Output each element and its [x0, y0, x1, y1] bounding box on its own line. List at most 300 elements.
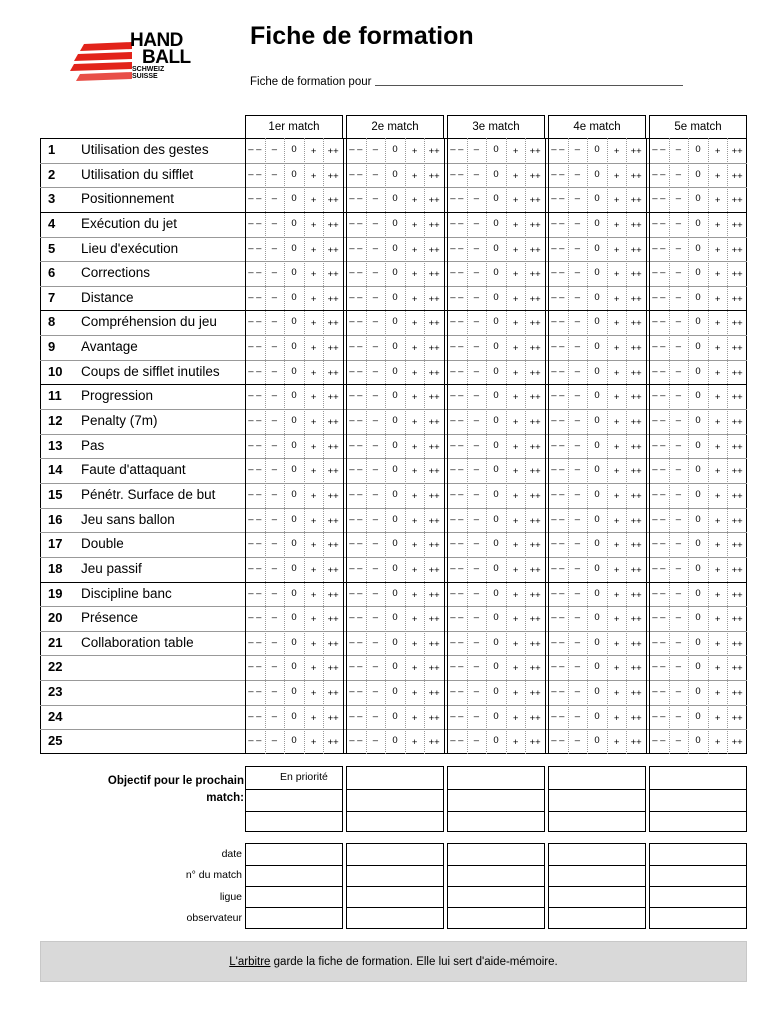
rating-option[interactable]: –	[271, 316, 278, 328]
rating-option[interactable]: –	[473, 193, 480, 205]
rating-option[interactable]: ++	[731, 490, 743, 502]
rating-option[interactable]: –	[473, 513, 480, 525]
rating-option[interactable]: 0	[695, 267, 701, 279]
rating-option[interactable]: 0	[594, 735, 600, 747]
rating-option[interactable]: –	[574, 636, 581, 648]
rating-option[interactable]: ++	[630, 589, 642, 601]
rating-option[interactable]: 0	[695, 390, 701, 402]
rating-option[interactable]: –	[473, 686, 480, 698]
rating-option[interactable]: 0	[392, 168, 398, 180]
rating-option[interactable]: +	[411, 614, 418, 626]
rating-option[interactable]: 0	[493, 217, 499, 229]
rating-option[interactable]: +	[714, 343, 721, 355]
rating-option[interactable]: +	[512, 614, 519, 626]
rating-option[interactable]: ++	[731, 367, 743, 379]
rating-option[interactable]: 0	[392, 144, 398, 155]
rating-option[interactable]: –	[372, 365, 379, 377]
rating-option[interactable]: 0	[594, 390, 600, 402]
rating-option[interactable]: 0	[291, 341, 297, 353]
rating-option[interactable]: – –	[652, 587, 666, 599]
rating-option[interactable]: ++	[630, 392, 642, 404]
rating-option[interactable]: +	[714, 663, 721, 675]
rating-option[interactable]: ++	[731, 564, 743, 576]
match-info-box-1[interactable]	[245, 843, 343, 929]
rating-option[interactable]: 0	[291, 686, 297, 698]
rating-option[interactable]: +	[310, 737, 317, 749]
rating-option[interactable]: ++	[428, 293, 440, 305]
rating-option[interactable]: 0	[594, 636, 600, 648]
rating-option[interactable]: 0	[493, 464, 499, 476]
rating-option[interactable]: +	[411, 269, 418, 281]
rating-option[interactable]: –	[473, 488, 480, 500]
rating-option[interactable]: –	[271, 661, 278, 673]
rating-option[interactable]: – –	[248, 291, 262, 303]
rating-option[interactable]: – –	[652, 661, 666, 673]
rating-option[interactable]: –	[675, 562, 682, 574]
rating-option[interactable]: ++	[731, 441, 743, 453]
rating-option[interactable]: – –	[652, 686, 666, 698]
rating-option[interactable]: –	[473, 291, 480, 303]
rating-option[interactable]: –	[372, 390, 379, 402]
rating-option[interactable]: – –	[450, 562, 464, 574]
rating-option[interactable]: 0	[493, 242, 499, 254]
rating-option[interactable]: –	[473, 636, 480, 648]
rating-option[interactable]: ++	[529, 490, 541, 502]
rating-option[interactable]: – –	[349, 291, 363, 303]
rating-option[interactable]: 0	[291, 661, 297, 673]
rating-option[interactable]: +	[411, 737, 418, 749]
rating-option[interactable]: ++	[327, 170, 339, 182]
rating-option[interactable]: 0	[392, 587, 398, 599]
rating-option[interactable]: +	[411, 170, 418, 182]
rating-option[interactable]: – –	[349, 538, 363, 550]
rating-option[interactable]: – –	[248, 217, 262, 229]
rating-option[interactable]: +	[714, 146, 721, 157]
rating-option[interactable]: +	[714, 490, 721, 502]
rating-option[interactable]: – –	[349, 217, 363, 229]
rating-option[interactable]: 0	[291, 439, 297, 451]
rating-option[interactable]: – –	[551, 464, 565, 476]
rating-option[interactable]: ++	[731, 737, 743, 749]
rating-option[interactable]: ++	[327, 466, 339, 478]
rating-option[interactable]: –	[271, 341, 278, 353]
rating-option[interactable]: +	[714, 515, 721, 527]
rating-option[interactable]: – –	[652, 267, 666, 279]
rating-option[interactable]: 0	[695, 513, 701, 525]
rating-option[interactable]: – –	[652, 341, 666, 353]
rating-option[interactable]: 0	[493, 488, 499, 500]
rating-option[interactable]: +	[512, 195, 519, 207]
rating-option[interactable]: ++	[428, 712, 440, 724]
rating-option[interactable]: –	[473, 661, 480, 673]
rating-option[interactable]: – –	[652, 735, 666, 747]
rating-option[interactable]: –	[372, 193, 379, 205]
rating-option[interactable]: 0	[493, 513, 499, 525]
objective-box-5[interactable]	[649, 766, 747, 832]
rating-option[interactable]: –	[574, 341, 581, 353]
rating-option[interactable]: –	[271, 439, 278, 451]
rating-option[interactable]: 0	[392, 341, 398, 353]
objective-box-3[interactable]	[447, 766, 545, 832]
rating-option[interactable]: +	[714, 269, 721, 281]
rating-option[interactable]: +	[310, 318, 317, 330]
rating-option[interactable]: +	[613, 638, 620, 650]
rating-option[interactable]: ++	[630, 367, 642, 379]
rating-option[interactable]: ++	[327, 638, 339, 650]
rating-option[interactable]: +	[310, 466, 317, 478]
rating-option[interactable]: – –	[652, 291, 666, 303]
rating-option[interactable]: –	[271, 710, 278, 722]
rating-option[interactable]: – –	[248, 439, 262, 451]
rating-option[interactable]: –	[675, 267, 682, 279]
rating-option[interactable]: ++	[428, 367, 440, 379]
rating-option[interactable]: 0	[695, 661, 701, 673]
rating-option[interactable]: ++	[630, 146, 642, 157]
rating-option[interactable]: 0	[392, 612, 398, 624]
rating-option[interactable]: +	[613, 195, 620, 207]
rating-option[interactable]: –	[574, 735, 581, 747]
rating-option[interactable]: +	[310, 663, 317, 675]
rating-option[interactable]: +	[411, 515, 418, 527]
rating-option[interactable]: +	[310, 170, 317, 182]
rating-option[interactable]: ++	[529, 367, 541, 379]
rating-option[interactable]: – –	[248, 710, 262, 722]
rating-option[interactable]: ++	[327, 244, 339, 256]
rating-option[interactable]: ++	[327, 490, 339, 502]
rating-option[interactable]: ++	[428, 219, 440, 231]
rating-option[interactable]: +	[714, 170, 721, 182]
rating-option[interactable]: +	[411, 219, 418, 231]
rating-option[interactable]: ++	[428, 466, 440, 478]
rating-option[interactable]: – –	[248, 365, 262, 377]
rating-option[interactable]: – –	[551, 193, 565, 205]
rating-option[interactable]: – –	[450, 612, 464, 624]
rating-option[interactable]: – –	[248, 538, 262, 550]
rating-option[interactable]: –	[574, 415, 581, 427]
rating-option[interactable]: +	[714, 195, 721, 207]
rating-option[interactable]: 0	[392, 538, 398, 550]
rating-option[interactable]: 0	[392, 735, 398, 747]
rating-option[interactable]: ++	[529, 466, 541, 478]
rating-option[interactable]: –	[372, 316, 379, 328]
rating-option[interactable]: – –	[450, 291, 464, 303]
rating-option[interactable]: 0	[594, 291, 600, 303]
rating-option[interactable]: +	[310, 564, 317, 576]
rating-option[interactable]: +	[512, 318, 519, 330]
rating-option[interactable]: ++	[428, 540, 440, 552]
rating-option[interactable]: ++	[731, 195, 743, 207]
rating-option[interactable]: 0	[695, 612, 701, 624]
rating-option[interactable]: – –	[551, 242, 565, 254]
rating-option[interactable]: +	[310, 515, 317, 527]
rating-option[interactable]: ++	[327, 293, 339, 305]
rating-option[interactable]: – –	[652, 193, 666, 205]
rating-option[interactable]: 0	[291, 562, 297, 574]
rating-option[interactable]: – –	[551, 710, 565, 722]
rating-option[interactable]: ++	[630, 564, 642, 576]
rating-option[interactable]: 0	[392, 193, 398, 205]
match-info-box-2[interactable]	[346, 843, 444, 929]
rating-option[interactable]: 0	[493, 390, 499, 402]
rating-option[interactable]: +	[613, 688, 620, 700]
rating-option[interactable]: – –	[248, 168, 262, 180]
rating-option[interactable]: – –	[248, 735, 262, 747]
rating-option[interactable]: +	[714, 244, 721, 256]
rating-option[interactable]: 0	[493, 538, 499, 550]
rating-option[interactable]: 0	[392, 267, 398, 279]
rating-option[interactable]: 0	[695, 316, 701, 328]
rating-option[interactable]: –	[473, 612, 480, 624]
rating-option[interactable]: 0	[695, 168, 701, 180]
rating-option[interactable]: – –	[349, 488, 363, 500]
rating-option[interactable]: 0	[493, 735, 499, 747]
rating-option[interactable]: ++	[327, 195, 339, 207]
rating-option[interactable]: –	[372, 415, 379, 427]
rating-option[interactable]: +	[310, 417, 317, 429]
rating-option[interactable]: – –	[652, 488, 666, 500]
rating-option[interactable]: +	[512, 589, 519, 601]
rating-option[interactable]: –	[574, 686, 581, 698]
rating-option[interactable]: ++	[327, 146, 339, 157]
rating-option[interactable]: ++	[428, 244, 440, 256]
rating-option[interactable]: ++	[630, 244, 642, 256]
rating-option[interactable]: 0	[695, 217, 701, 229]
rating-option[interactable]: –	[574, 390, 581, 402]
rating-option[interactable]: 0	[392, 316, 398, 328]
rating-option[interactable]: – –	[450, 513, 464, 525]
rating-option[interactable]: +	[310, 293, 317, 305]
rating-option[interactable]: +	[411, 392, 418, 404]
rating-option[interactable]: +	[310, 392, 317, 404]
rating-option[interactable]: 0	[695, 341, 701, 353]
rating-option[interactable]: +	[714, 392, 721, 404]
rating-option[interactable]: – –	[652, 538, 666, 550]
rating-option[interactable]: +	[512, 688, 519, 700]
rating-option[interactable]: 0	[291, 587, 297, 599]
rating-option[interactable]: –	[271, 562, 278, 574]
rating-option[interactable]: – –	[349, 464, 363, 476]
rating-option[interactable]: +	[512, 146, 519, 157]
rating-option[interactable]: –	[574, 365, 581, 377]
rating-option[interactable]: –	[675, 390, 682, 402]
rating-option[interactable]: ++	[731, 269, 743, 281]
rating-option[interactable]: 0	[392, 291, 398, 303]
rating-option[interactable]: +	[512, 343, 519, 355]
rating-option[interactable]: – –	[652, 636, 666, 648]
rating-option[interactable]: – –	[652, 168, 666, 180]
rating-option[interactable]: +	[411, 490, 418, 502]
rating-option[interactable]: ++	[731, 219, 743, 231]
rating-option[interactable]: +	[512, 737, 519, 749]
rating-option[interactable]: 0	[291, 464, 297, 476]
rating-option[interactable]: –	[675, 242, 682, 254]
rating-option[interactable]: ++	[428, 638, 440, 650]
rating-option[interactable]: ++	[529, 515, 541, 527]
rating-option[interactable]: – –	[551, 513, 565, 525]
rating-option[interactable]: – –	[450, 538, 464, 550]
rating-option[interactable]: ++	[731, 614, 743, 626]
rating-option[interactable]: – –	[652, 415, 666, 427]
rating-option[interactable]: +	[310, 638, 317, 650]
rating-option[interactable]: 0	[594, 686, 600, 698]
rating-option[interactable]: – –	[551, 365, 565, 377]
rating-option[interactable]: – –	[450, 587, 464, 599]
rating-option[interactable]: ++	[630, 466, 642, 478]
rating-option[interactable]: +	[310, 367, 317, 379]
rating-option[interactable]: –	[675, 217, 682, 229]
rating-option[interactable]: –	[675, 488, 682, 500]
rating-option[interactable]: 0	[291, 513, 297, 525]
rating-option[interactable]: – –	[652, 710, 666, 722]
rating-option[interactable]: – –	[652, 316, 666, 328]
rating-option[interactable]: –	[675, 513, 682, 525]
rating-option[interactable]: 0	[291, 168, 297, 180]
rating-option[interactable]: ++	[630, 318, 642, 330]
rating-option[interactable]: – –	[450, 415, 464, 427]
rating-option[interactable]: +	[310, 540, 317, 552]
rating-option[interactable]: +	[411, 466, 418, 478]
rating-option[interactable]: +	[411, 540, 418, 552]
rating-option[interactable]: –	[675, 316, 682, 328]
rating-option[interactable]: ++	[731, 540, 743, 552]
rating-option[interactable]: 0	[594, 365, 600, 377]
rating-option[interactable]: – –	[551, 562, 565, 574]
rating-option[interactable]: 0	[493, 415, 499, 427]
rating-option[interactable]: – –	[551, 267, 565, 279]
rating-option[interactable]: ++	[428, 269, 440, 281]
rating-option[interactable]: 0	[695, 562, 701, 574]
rating-option[interactable]: –	[675, 193, 682, 205]
rating-option[interactable]: 0	[493, 144, 499, 155]
rating-option[interactable]: 0	[291, 144, 297, 155]
rating-option[interactable]: +	[310, 244, 317, 256]
rating-option[interactable]: – –	[349, 735, 363, 747]
rating-option[interactable]: 0	[695, 636, 701, 648]
rating-option[interactable]: +	[411, 195, 418, 207]
rating-option[interactable]: 0	[695, 710, 701, 722]
rating-option[interactable]: 0	[594, 316, 600, 328]
rating-option[interactable]: +	[714, 688, 721, 700]
rating-option[interactable]: –	[473, 562, 480, 574]
rating-option[interactable]: ++	[529, 269, 541, 281]
rating-option[interactable]: ++	[731, 466, 743, 478]
rating-option[interactable]: +	[310, 269, 317, 281]
rating-option[interactable]: ++	[529, 638, 541, 650]
rating-option[interactable]: –	[473, 267, 480, 279]
rating-option[interactable]: ++	[327, 269, 339, 281]
rating-option[interactable]: –	[372, 562, 379, 574]
rating-option[interactable]: 0	[493, 439, 499, 451]
rating-option[interactable]: ++	[731, 712, 743, 724]
rating-option[interactable]: – –	[349, 390, 363, 402]
rating-option[interactable]: +	[613, 540, 620, 552]
rating-option[interactable]: 0	[695, 439, 701, 451]
rating-option[interactable]: +	[411, 343, 418, 355]
rating-option[interactable]: – –	[652, 242, 666, 254]
rating-option[interactable]: 0	[392, 242, 398, 254]
rating-option[interactable]: ++	[529, 614, 541, 626]
rating-option[interactable]: –	[271, 168, 278, 180]
rating-option[interactable]: +	[512, 417, 519, 429]
rating-option[interactable]: – –	[248, 464, 262, 476]
rating-option[interactable]: –	[473, 168, 480, 180]
rating-option[interactable]: 0	[291, 636, 297, 648]
rating-option[interactable]: 0	[594, 267, 600, 279]
rating-option[interactable]: – –	[652, 144, 666, 155]
rating-option[interactable]: ++	[428, 589, 440, 601]
rating-option[interactable]: +	[613, 441, 620, 453]
rating-option[interactable]: +	[411, 417, 418, 429]
rating-option[interactable]: +	[613, 737, 620, 749]
rating-option[interactable]: – –	[349, 168, 363, 180]
match-info-box-5[interactable]	[649, 843, 747, 929]
rating-option[interactable]: ++	[428, 392, 440, 404]
rating-option[interactable]: +	[411, 564, 418, 576]
rating-option[interactable]: 0	[392, 513, 398, 525]
rating-option[interactable]: –	[372, 513, 379, 525]
rating-option[interactable]: ++	[428, 318, 440, 330]
rating-option[interactable]: ++	[327, 441, 339, 453]
rating-option[interactable]: ++	[630, 540, 642, 552]
rating-option[interactable]: – –	[551, 390, 565, 402]
rating-option[interactable]: – –	[551, 415, 565, 427]
rating-option[interactable]: –	[271, 735, 278, 747]
rating-option[interactable]: – –	[450, 193, 464, 205]
rating-option[interactable]: +	[613, 417, 620, 429]
rating-option[interactable]: +	[714, 219, 721, 231]
rating-option[interactable]: ++	[630, 737, 642, 749]
rating-option[interactable]: –	[271, 217, 278, 229]
rating-option[interactable]: – –	[349, 661, 363, 673]
rating-option[interactable]: – –	[551, 488, 565, 500]
rating-option[interactable]: 0	[291, 291, 297, 303]
rating-option[interactable]: – –	[248, 267, 262, 279]
rating-option[interactable]: +	[512, 490, 519, 502]
rating-option[interactable]: –	[574, 464, 581, 476]
rating-option[interactable]: 0	[291, 365, 297, 377]
rating-option[interactable]: –	[574, 193, 581, 205]
rating-option[interactable]: – –	[551, 291, 565, 303]
rating-option[interactable]: –	[473, 341, 480, 353]
rating-option[interactable]: ++	[630, 269, 642, 281]
match-info-box-3[interactable]	[447, 843, 545, 929]
rating-option[interactable]: ++	[428, 737, 440, 749]
rating-option[interactable]: ++	[731, 293, 743, 305]
rating-option[interactable]: 0	[392, 562, 398, 574]
rating-option[interactable]: 0	[594, 439, 600, 451]
rating-option[interactable]: – –	[450, 390, 464, 402]
rating-option[interactable]: –	[271, 587, 278, 599]
rating-option[interactable]: 0	[695, 291, 701, 303]
rating-option[interactable]: 0	[291, 735, 297, 747]
rating-option[interactable]: – –	[248, 390, 262, 402]
rating-option[interactable]: –	[574, 217, 581, 229]
rating-option[interactable]: –	[675, 464, 682, 476]
rating-option[interactable]: +	[512, 441, 519, 453]
rating-option[interactable]: – –	[349, 686, 363, 698]
rating-option[interactable]: ++	[428, 441, 440, 453]
rating-option[interactable]: ++	[731, 318, 743, 330]
rating-option[interactable]: –	[372, 612, 379, 624]
rating-option[interactable]: –	[271, 415, 278, 427]
rating-option[interactable]: –	[574, 488, 581, 500]
rating-option[interactable]: 0	[291, 612, 297, 624]
rating-option[interactable]: +	[411, 589, 418, 601]
rating-option[interactable]: ++	[327, 564, 339, 576]
rating-option[interactable]: +	[613, 293, 620, 305]
rating-option[interactable]: – –	[248, 193, 262, 205]
rating-option[interactable]: 0	[695, 587, 701, 599]
